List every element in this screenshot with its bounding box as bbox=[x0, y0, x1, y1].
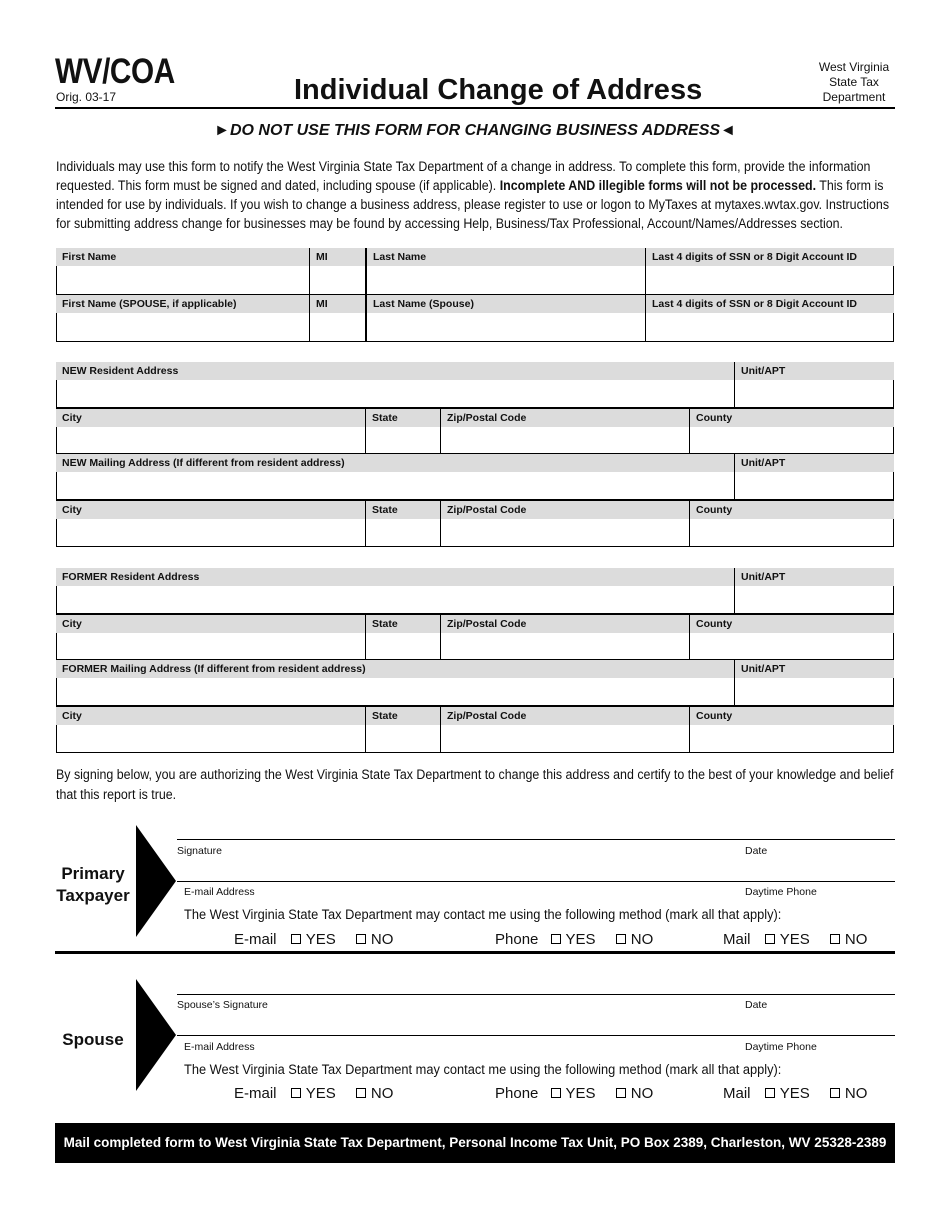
spouse-mi-field[interactable] bbox=[309, 294, 366, 342]
field-label: Zip/Postal Code bbox=[441, 409, 690, 427]
no-label: NO bbox=[844, 931, 868, 948]
mailing-instructions: Mail completed form to West Virginia State Tax Department, Personal Income Tax Unit, PO Box 2389, Charleston, WV 25328-2389 bbox=[55, 1123, 895, 1163]
former-mailing-state-field[interactable] bbox=[365, 705, 441, 753]
checkbox-icon[interactable] bbox=[765, 1088, 775, 1098]
field-label: City bbox=[56, 615, 366, 633]
email-label: E-mail Address bbox=[184, 886, 255, 898]
intro-text: This form is intended for use by individuals. If you wish to change a business address, please register to use or logon to MyTaxes at mytaxes.wvtax.gov. Instructions for submitting address change for businesses may be found by accessing Help, Business/Tax Professional, Account/Names/Addresses section. bbox=[56, 178, 890, 231]
new-mailing-address-field[interactable] bbox=[56, 453, 734, 500]
primary-mail-option bbox=[723, 931, 867, 948]
intro-bold-text: Incomplete AND illegible forms will not be processed. bbox=[499, 178, 817, 193]
field-label: FORMER Mailing Address (If different from resident address) bbox=[56, 660, 734, 678]
new-mailing-county-field[interactable] bbox=[689, 499, 894, 547]
former-resident-address-field[interactable] bbox=[56, 568, 734, 614]
field-label: MI bbox=[310, 295, 366, 313]
role-line: Taxpayer bbox=[56, 886, 130, 905]
primary-signature-line[interactable] bbox=[177, 839, 895, 840]
spouse-ssn-field[interactable] bbox=[645, 294, 894, 342]
yes-label: YES bbox=[305, 931, 336, 948]
date-label: Date bbox=[745, 999, 768, 1011]
option-label: Phone bbox=[495, 931, 539, 948]
former-city-field[interactable] bbox=[56, 613, 366, 660]
last-name-field[interactable] bbox=[365, 248, 646, 295]
email-label: E-mail Address bbox=[184, 1041, 255, 1053]
former-mailing-city-field[interactable] bbox=[56, 705, 366, 753]
new-resident-address-field[interactable] bbox=[56, 362, 734, 408]
field-label: Zip/Postal Code bbox=[441, 615, 690, 633]
field-label: Last 4 digits of SSN or 8 Digit Account ID bbox=[646, 295, 894, 313]
checkbox-icon[interactable] bbox=[291, 934, 301, 944]
field-label: Last Name (Spouse) bbox=[367, 295, 646, 313]
signature-label: Signature bbox=[177, 845, 222, 857]
primary-email-line[interactable] bbox=[177, 881, 895, 882]
department-line: West Virginia bbox=[818, 60, 890, 74]
title-divider bbox=[55, 107, 895, 109]
former-state-field[interactable] bbox=[365, 613, 441, 660]
primary-email-option bbox=[234, 931, 393, 948]
no-label: NO bbox=[370, 931, 394, 948]
field-label: State bbox=[366, 707, 441, 725]
checkbox-icon[interactable] bbox=[830, 1088, 840, 1098]
checkbox-icon[interactable] bbox=[291, 1088, 301, 1098]
yes-label: YES bbox=[565, 1085, 596, 1102]
field-label: City bbox=[56, 501, 366, 519]
former-mailing-county-field[interactable] bbox=[689, 705, 894, 753]
field-label: State bbox=[366, 501, 441, 519]
no-label: NO bbox=[370, 1085, 394, 1102]
former-address-section bbox=[56, 568, 894, 753]
former-zip-field[interactable] bbox=[440, 613, 690, 660]
field-label: Unit/APT bbox=[735, 454, 894, 472]
role-line: Primary bbox=[61, 864, 125, 883]
field-label: State bbox=[366, 409, 441, 427]
former-unit-field[interactable] bbox=[734, 568, 894, 614]
spouse-label: Spouse bbox=[62, 1030, 124, 1049]
contact-preference-text: The West Virginia State Tax Department may contact me using the following method (mark all that apply): bbox=[184, 907, 782, 922]
field-label: City bbox=[56, 707, 366, 725]
spouse-last-name-field[interactable] bbox=[365, 294, 646, 342]
primary-phone-option bbox=[495, 931, 653, 948]
intro-paragraph bbox=[56, 157, 896, 233]
yes-label: YES bbox=[565, 931, 596, 948]
checkbox-icon[interactable] bbox=[616, 934, 626, 944]
arrow-icon bbox=[136, 825, 176, 937]
former-mailing-address-field[interactable] bbox=[56, 659, 734, 706]
checkbox-icon[interactable] bbox=[356, 934, 366, 944]
field-label: Last Name bbox=[367, 248, 646, 266]
new-mailing-zip-field[interactable] bbox=[440, 499, 690, 547]
field-label: MI bbox=[310, 248, 366, 266]
field-label: County bbox=[690, 501, 894, 519]
arrow-icon bbox=[136, 979, 176, 1091]
new-state-field[interactable] bbox=[365, 407, 441, 454]
option-label: Mail bbox=[723, 931, 751, 948]
checkbox-icon[interactable] bbox=[830, 934, 840, 944]
yes-label: YES bbox=[305, 1085, 336, 1102]
department-name bbox=[812, 60, 896, 105]
checkbox-icon[interactable] bbox=[551, 934, 561, 944]
field-label: County bbox=[690, 409, 894, 427]
field-label: First Name (SPOUSE, if applicable) bbox=[56, 295, 309, 313]
checkbox-icon[interactable] bbox=[765, 934, 775, 944]
field-label: FORMER Resident Address bbox=[56, 568, 734, 586]
new-mailing-city-field[interactable] bbox=[56, 499, 366, 547]
field-label: County bbox=[690, 707, 894, 725]
field-label: First Name bbox=[56, 248, 309, 266]
form-revision: Orig. 03-17 bbox=[56, 90, 117, 104]
checkbox-icon[interactable] bbox=[356, 1088, 366, 1098]
spouse-mail-option bbox=[723, 1085, 867, 1102]
new-unit-field[interactable] bbox=[734, 362, 894, 408]
page-title: Individual Change of Address bbox=[294, 74, 703, 106]
field-label: County bbox=[690, 615, 894, 633]
field-label: Unit/APT bbox=[735, 660, 894, 678]
field-label: Zip/Postal Code bbox=[441, 707, 690, 725]
new-mailing-unit-field[interactable] bbox=[734, 453, 894, 500]
yes-label: YES bbox=[779, 931, 810, 948]
field-label: Last 4 digits of SSN or 8 Digit Account ID bbox=[646, 248, 894, 266]
business-warning: ►DO NOT USE THIS FORM FOR CHANGING BUSINESS ADDRESS◄ bbox=[214, 122, 736, 139]
first-name-field[interactable] bbox=[56, 248, 309, 295]
field-label: NEW Resident Address bbox=[56, 362, 734, 380]
former-county-field[interactable] bbox=[689, 613, 894, 660]
former-mailing-unit-field[interactable] bbox=[734, 659, 894, 706]
option-label: E-mail bbox=[234, 1085, 277, 1102]
field-label: NEW Mailing Address (If different from resident address) bbox=[56, 454, 734, 472]
department-line: Department bbox=[822, 90, 886, 104]
authorization-statement: By signing below, you are authorizing the West Virginia State Tax Department to change this address and certify to the best of your knowledge and belief that this report is true. bbox=[56, 767, 894, 802]
new-mailing-state-field[interactable] bbox=[365, 499, 441, 547]
new-zip-field[interactable] bbox=[440, 407, 690, 454]
option-label: Phone bbox=[495, 1085, 539, 1102]
field-label: City bbox=[56, 409, 366, 427]
phone-label: Daytime Phone bbox=[745, 886, 817, 898]
intro-text: Individuals may use this form to notify the West Virginia State Tax Department of a change in address. To complete this form, provide the information requested. This form must be signed and dated, including spouse (if applicable). bbox=[56, 159, 871, 193]
no-label: NO bbox=[630, 1085, 654, 1102]
option-label: E-mail bbox=[234, 931, 277, 948]
former-mailing-zip-field[interactable] bbox=[440, 705, 690, 753]
yes-label: YES bbox=[779, 1085, 810, 1102]
signature-label: Spouse’s Signature bbox=[177, 999, 268, 1011]
spouse-signature-line[interactable] bbox=[177, 994, 895, 995]
department-line: State Tax bbox=[829, 75, 879, 89]
spouse-first-name-field[interactable] bbox=[56, 294, 309, 342]
date-label: Date bbox=[745, 845, 768, 857]
phone-label: Daytime Phone bbox=[745, 1041, 817, 1053]
spouse-email-line[interactable] bbox=[177, 1035, 895, 1036]
new-address-section bbox=[56, 362, 894, 547]
spouse-email-option bbox=[234, 1085, 393, 1102]
option-label: Mail bbox=[723, 1085, 751, 1102]
field-label: Zip/Postal Code bbox=[441, 501, 690, 519]
new-county-field[interactable] bbox=[689, 407, 894, 454]
field-label: Unit/APT bbox=[735, 362, 894, 380]
no-label: NO bbox=[844, 1085, 868, 1102]
primary-taxpayer-label bbox=[55, 863, 131, 907]
contact-preference-text: The West Virginia State Tax Department may contact me using the following method (mark all that apply): bbox=[184, 1062, 782, 1077]
checkbox-icon[interactable] bbox=[551, 1088, 561, 1098]
field-label: Unit/APT bbox=[735, 568, 894, 586]
form-code: WV/COA bbox=[55, 52, 175, 91]
spouse-phone-option bbox=[495, 1085, 653, 1102]
no-label: NO bbox=[630, 931, 654, 948]
mi-field[interactable] bbox=[309, 248, 366, 295]
section-divider bbox=[55, 951, 895, 954]
names-section bbox=[56, 248, 894, 342]
checkbox-icon[interactable] bbox=[616, 1088, 626, 1098]
field-label: State bbox=[366, 615, 441, 633]
ssn-field[interactable] bbox=[645, 248, 894, 295]
new-city-field[interactable] bbox=[56, 407, 366, 454]
